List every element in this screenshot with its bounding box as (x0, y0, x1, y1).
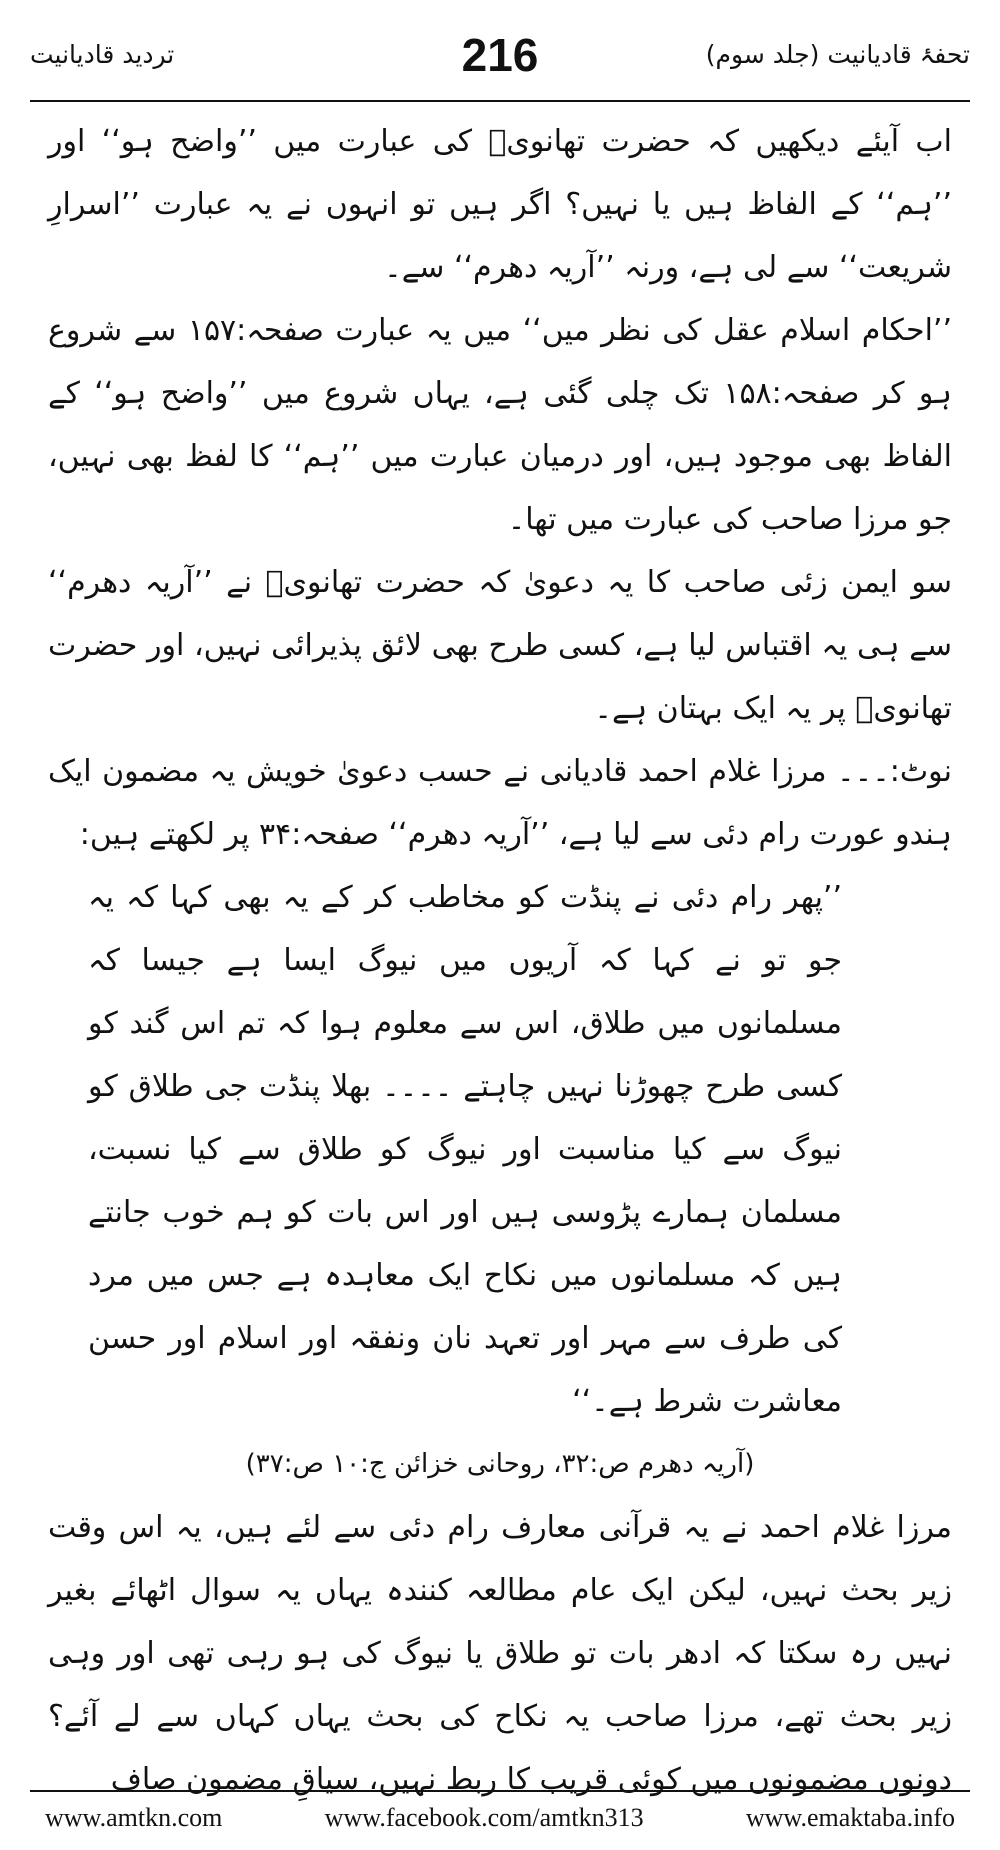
page-body (48, 110, 952, 1797)
paragraph: اب آیئے دیکھیں کہ حضرت تھانویؒ کی عبارت میں ’’واضح ہو‘‘ اور ’’ہم‘‘ کے الفاظ ہیں یا نہیں؟ اگر ہیں تو انہوں نے یہ عبارت ’’اسرارِ شریعت‘‘ سے لی ہے، ورنہ ’’آریہ دھرم‘‘ سے۔ (48, 124, 952, 285)
book-title: تحفۂ قادیانیت (جلد سوم) (705, 40, 970, 69)
paragraph: سو ایمن زئی صاحب کا یہ دعویٰ کہ حضرت تھانویؒ نے ’’آریہ دھرم‘‘ سے ہی یہ اقتباس لیا ہے، کسی طرح بھی لائق پذیرائی نہیں، اور حضرت تھانویؒ پر یہ ایک بہتان ہے۔ (48, 565, 952, 726)
paragraph: ’’احکام اسلام عقل کی نظر میں‘‘ میں یہ عبارت صفحہ:۱۵۷ سے شروع ہو کر صفحہ:۱۵۸ تک چلی گئی ہے، یہاں شروع میں ’’واضح ہو‘‘ کے الفاظ بھی موجود ہیں، اور درمیان عبارت میں ’’ہم‘‘ کا لفظ بھی نہیں، جو مرزا صاحب کی عبارت میں تھا۔ (48, 313, 952, 537)
block-quote: ’’پھر رام دئی نے پنڈت کو مخاطب کر کے یہ بھی کہا کہ یہ جو تو نے کہا کہ آریوں میں نیوگ ایسا ہے جیسا کہ مسلمانوں میں طلاق، اس سے معلوم ہوا کہ تم اس گند کو کسی طرح چھوڑنا نہیں چاہتے ۔۔۔۔ بھلا پنڈت جی طلاق کو نیوگ سے کیا مناسبت اور نیوگ کو طلاق سے کیا نسبت، مسلمان ہمارے پڑوسی ہیں اور اس بات کو ہم خوب جانتے ہیں کہ مسلمانوں میں نکاح ایک معاہدہ ہے جس میں مرد کی طرف سے مہر اور تعہد نان ونفقہ اور اسلام اور حسن معاشرت شرط ہے۔‘‘ (88, 880, 842, 1419)
page-footer (45, 1798, 955, 1838)
footer-link-emaktaba[interactable]: www.emaktaba.info (745, 1803, 955, 1832)
page-header (30, 22, 970, 92)
header-divider (30, 100, 970, 102)
footer-divider (30, 1790, 970, 1792)
footer-link-facebook[interactable]: www.facebook.com/amtkn313 (324, 1803, 644, 1832)
page-number: 216 (461, 29, 539, 81)
footer-link-amtkn[interactable]: www.amtkn.com (45, 1803, 223, 1832)
quote-reference: (آریہ دھرم ص:۳۲، روحانی خزائن ج:۱۰ ص:۳۷) (245, 1449, 755, 1479)
paragraph: نوٹ:۔۔۔ مرزا غلام احمد قادیانی نے حسب دعویٰ خویش یہ مضمون ایک ہندو عورت رام دئی سے لیا ہے، ’’آریہ دھرم‘‘ صفحہ:۳۴ پر لکھتے ہیں: (48, 754, 952, 852)
section-title: تردید قادیانیت (30, 40, 175, 69)
paragraph: مرزا غلام احمد نے یہ قرآنی معارف رام دئی سے لئے ہیں، یہ اس وقت زیر بحث نہیں، لیکن ایک عام مطالعہ کنندہ یہاں یہ سوال اٹھائے بغیر نہیں رہ سکتا کہ ادھر بات تو طلاق یا نیوگ کی ہو رہی تھی اور وہی زیر بحث تھے، مرزا صاحب یہ نکاح کی بحث یہاں کہاں سے لے آئے؟ دونوں مضمونوں میں کوئی قریب کا ربط نہیں، سیاقِ مضمون صاف (48, 1510, 952, 1797)
